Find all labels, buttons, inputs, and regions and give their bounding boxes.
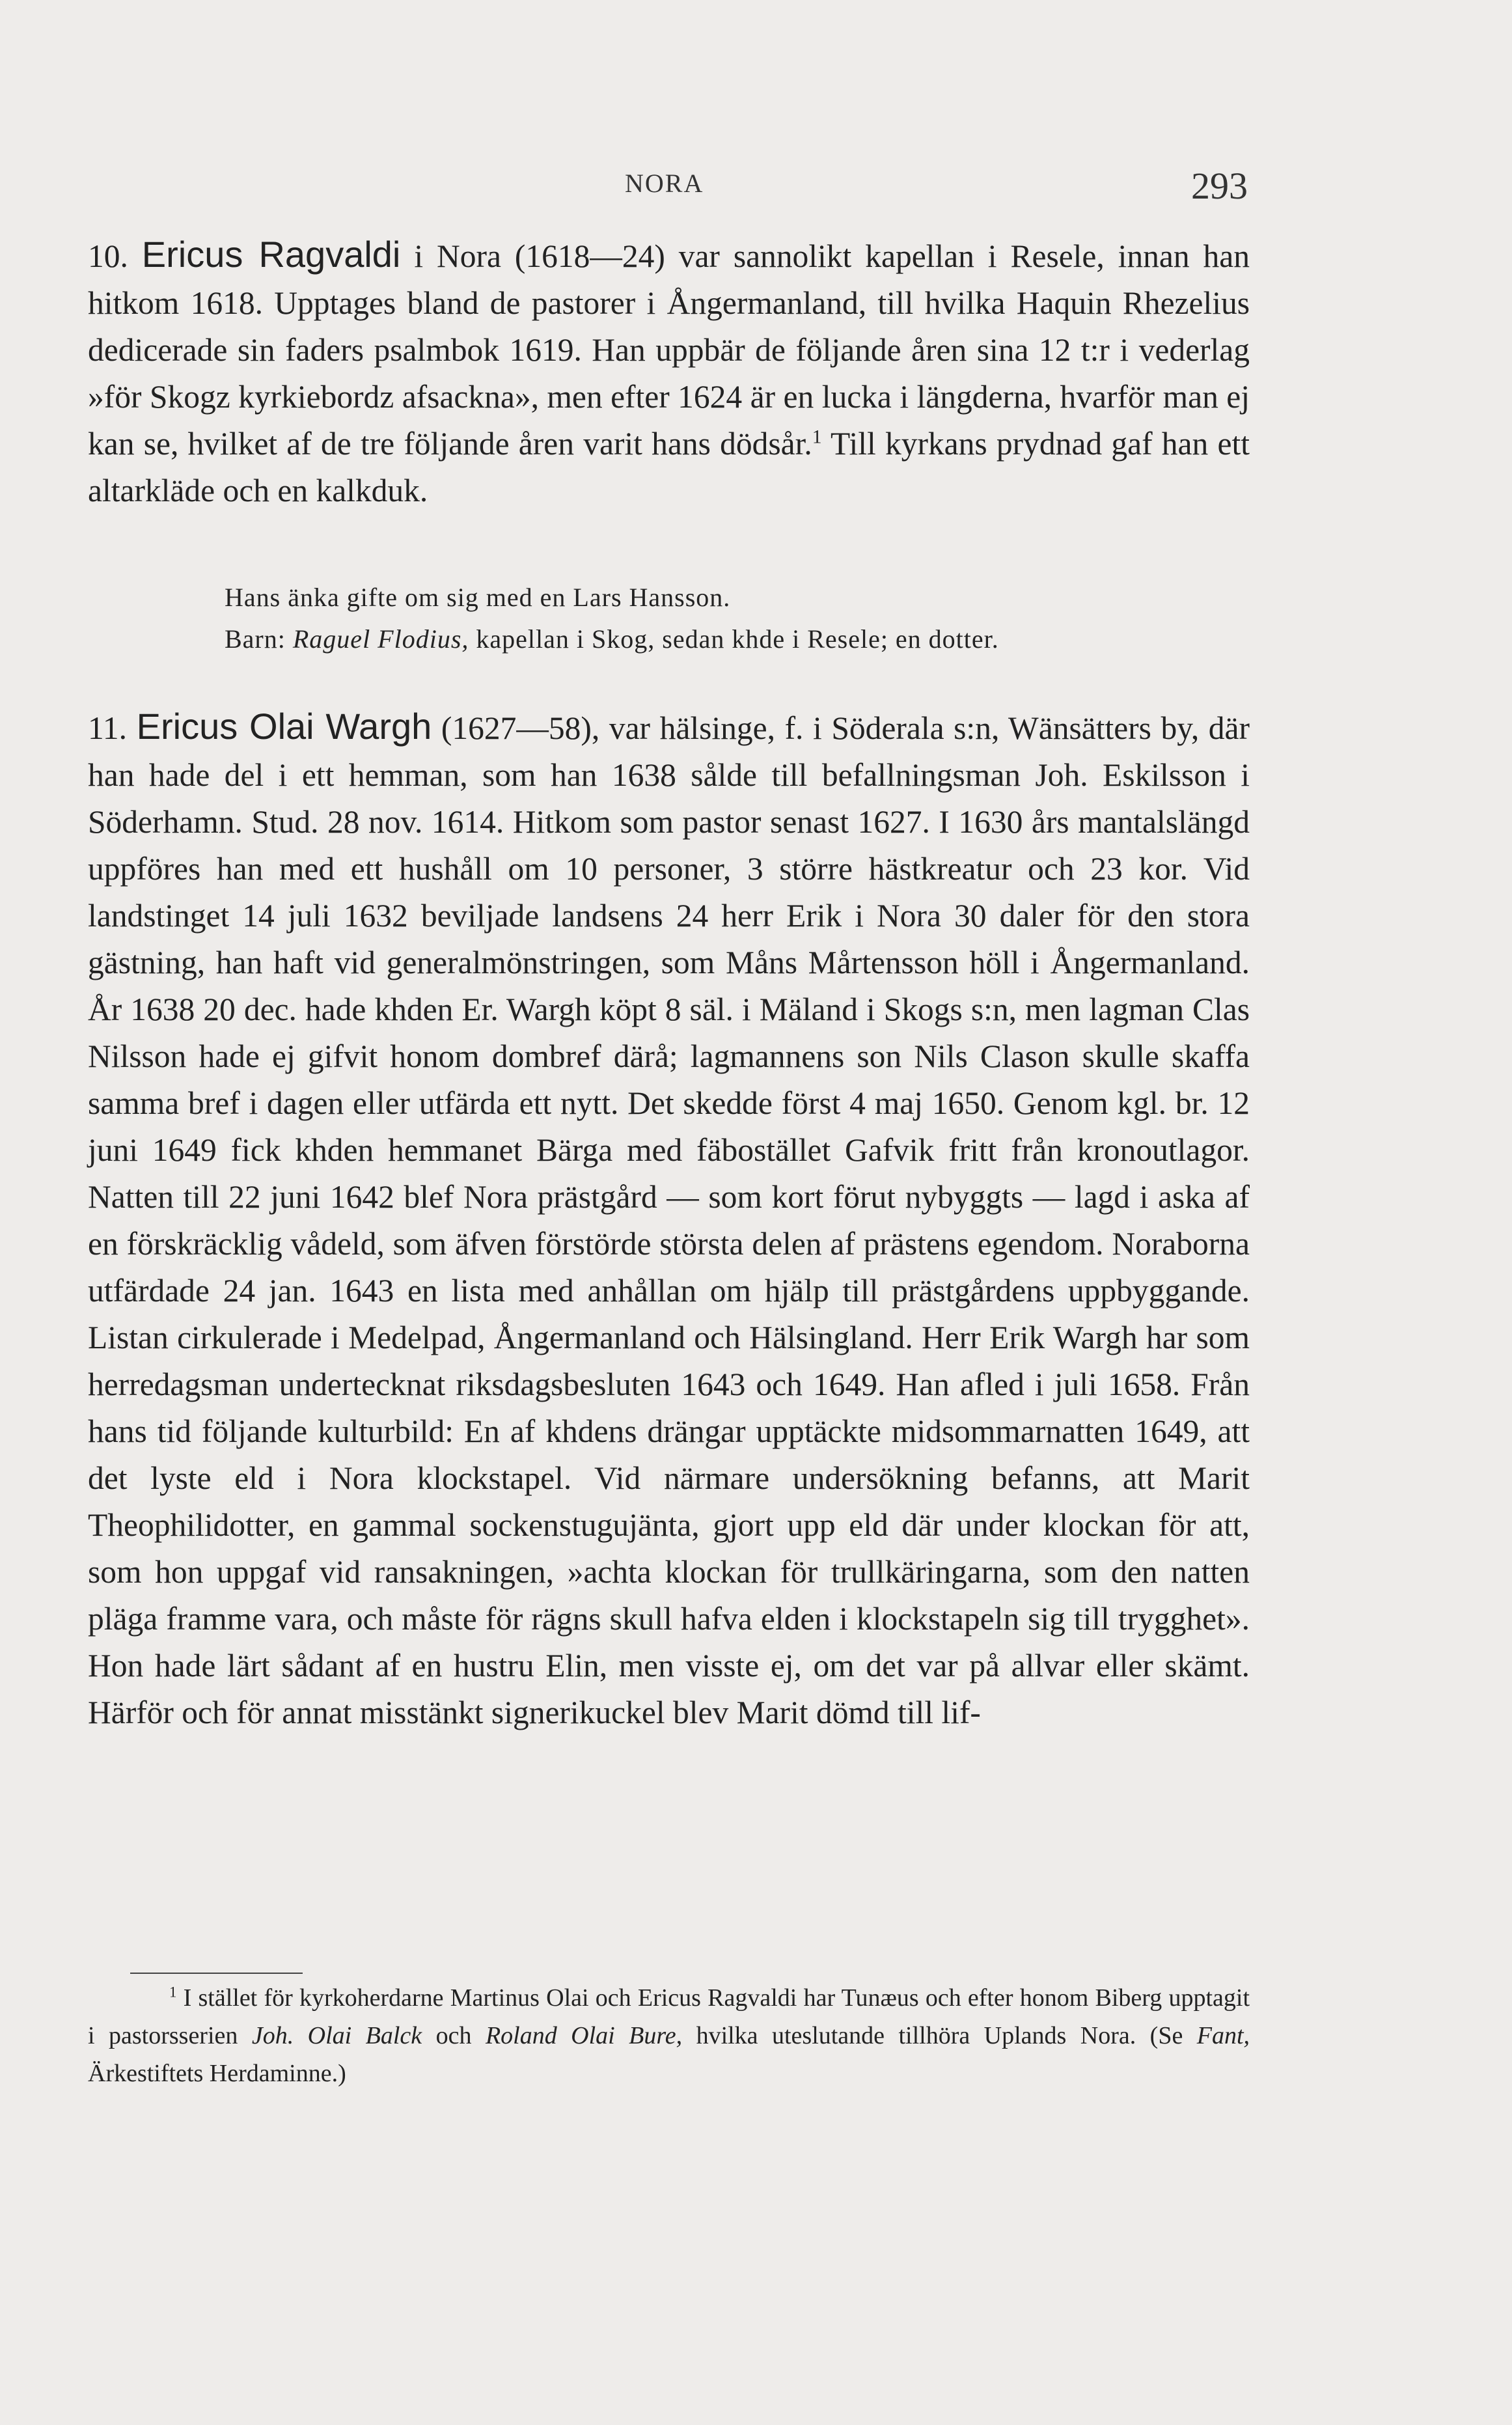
footnote-text-c: hvilka uteslutande tillhöra Uplands Nora. (Se (696, 2022, 1183, 2049)
entry-10-paragraph (88, 231, 1250, 514)
entry-10-name: Ericus Ragvaldi (141, 234, 401, 275)
entry-11-paragraph (88, 703, 1250, 1736)
footnote-italic-1: Joh. Olai Balck (251, 2022, 422, 2049)
running-header: NORA (625, 169, 704, 198)
footnote-italic-2: Roland Olai Bure, (485, 2022, 683, 2049)
entry-11-text: (1627—58), var hälsinge, f. i Söderala s:n, Wänsätters by, där han hade del i ett hemman, som han 1638 sålde till befallningsman Joh. Eskilsson i Söderhamn. Stud. 28 nov. 1614. Hitkom som pastor senast 1627. I 1630 års mantalslängd uppföres han med ett hushåll om 10 personer, 3 större hästkreatur och 23 kor. Vid landstinget 14 juli 1632 beviljade landsens 24 herr Erik i Nora 30 daler för den stora gästning, han haft vid generalmönstringen, som Måns Mårtensson höll i Ångermanland. År 1638 20 dec. hade khden Er. Wargh köpt 8 säl. i Mäland i Skogs s:n, men lagman Clas Nilsson hade ej gifvit honom dombref därå; lagmannens son Nils Clason skulle skaffa samma bref i dagen eller utfärda ett nytt. Det skedde först 4 maj 1650. Genom kgl. br. 12 juni 1649 fick khden hemmanet Bärga med fäbostället Gafvik fritt från kronoutlagor. Natten till 22 juni 1642 blef Nora prästgård — som kort förut nybyggts — lagd i aska af en förskräcklig vådeld, som äfven förstörde största delen af prästens egendom. Noraborna utfärdade 24 jan. 1643 en lista med anhållan om hjälp till prästgårdens uppbyggande. Listan cirkulerade i Medelpad, Ångermanland och Hälsingland. Herr Erik Wargh har som herredagsman undertecknat riksdagsbesluten 1643 och 1649. Han afled i juli 1658. Från hans tid följande kulturbild: En af khdens drängar upptäckte midsommarnatten 1649, att det lyste eld i Nora klockstapel. Vid närmare undersökning befanns, att Marit Theophilidotter, en gammal sockenstugujänta, gjort upp eld där under klockan för att, som hon uppgaf vid ransakningen, »achta klockan för trullkäringarna, som den natten pläga framme vara, och måste för rägns skull hafva elden i klockstapeln sig till trygghet». Hon hade lärt sådant af en hustru Elin, men visste ej, om det var på allvar eller skämt. Härför och för annat misstänkt signerikuckel blev Marit dömd till lif- (88, 710, 1250, 1730)
entry-11 (88, 703, 1250, 1736)
entry-11-number: 11. (88, 710, 128, 746)
children-name: Raguel Flodius, (292, 624, 469, 654)
footnote-italic-3: Fant, (1196, 2022, 1250, 2049)
footnote (88, 1979, 1250, 2092)
page-number: 293 (1191, 165, 1248, 207)
footnote-mark: 1 (169, 1984, 177, 2001)
footnote-text-d: Ärkestiftets Herdaminne.) (88, 2060, 346, 2087)
footnote-divider (130, 1973, 303, 1974)
entry-10-text: i Nora (1618—24) var sannolikt kapellan i Resele, innan han hitkom 1618. Upptages bland de pastorer i Ångermanland, till hvilka Haquin Rhezelius dedicerade sin faders psalmbok 1619. Han uppbär de följande åren sina 12 t:r i vederlag »för Skogz kyrkiebordz afsackna», men efter 1624 är en lucka i längderna, hvarför man ej kan se, hvilket af de tre följande åren varit hans dödsår. (88, 238, 1250, 462)
footnote-text-a: I stället för kyrkoherdarne Martinus Olai och Ericus Ragvaldi har Tunæus och efter honom Biberg upptagit i pastorsserien (88, 1984, 1250, 2049)
footnote-reference: 1 (812, 426, 822, 448)
entry-10-number: 10. (88, 238, 128, 274)
entry-11-name: Ericus Olai Wargh (136, 706, 432, 747)
entry-10-text-after: Till kyrkans prydnad gaf han ett altarkläde och en kalkduk. (88, 426, 1250, 508)
footnote-text-b: och (435, 2022, 472, 2049)
children-note (225, 618, 1266, 660)
entry-10 (88, 231, 1250, 514)
children-text: kapellan i Skog, sedan khde i Resele; en dotter. (476, 624, 999, 654)
widow-note: Hans änka gifte om sig med en Lars Hansson. (225, 583, 731, 612)
children-label: Barn: (225, 624, 286, 654)
entry-10-notes (225, 577, 1266, 660)
footnote-paragraph (88, 1979, 1250, 2092)
